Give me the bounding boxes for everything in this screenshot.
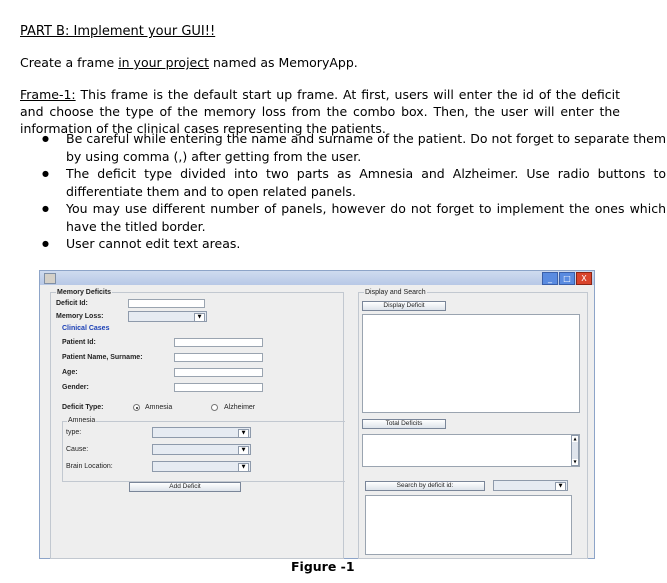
amnesia-radio[interactable]	[133, 404, 140, 411]
list-item: ● The deficit type divided into two parts as Amnesia and Alzheimer. Use radio buttons to differentiate them and to open related panels.	[66, 165, 666, 200]
display-deficit-button[interactable]: Display Deficit	[362, 301, 446, 311]
deficit-type-label: Deficit Type:	[62, 404, 104, 411]
scroll-up-icon[interactable]: ▲	[573, 436, 577, 441]
add-deficit-button[interactable]: Add Deficit	[129, 482, 241, 492]
memory-loss-label: Memory Loss:	[56, 313, 104, 320]
deficit-id-input[interactable]	[128, 299, 205, 308]
patient-name-input[interactable]	[174, 353, 263, 362]
deficit-id-label: Deficit Id:	[56, 300, 88, 307]
memoryapp-window	[39, 270, 595, 559]
patient-id-label: Patient Id:	[62, 339, 96, 346]
amnesia-panel-title: Amnesia	[68, 417, 96, 424]
frame1-label: Frame-1:	[20, 87, 76, 102]
search-result-area	[365, 495, 572, 555]
alzheimer-radio-label: Alzheimer	[224, 404, 256, 411]
chevron-down-icon: ▼	[238, 446, 249, 455]
gender-input[interactable]	[174, 383, 263, 392]
amnesia-radio-label: Amnesia	[145, 404, 173, 411]
display-text-area	[362, 314, 580, 413]
brain-location-combo[interactable]	[152, 461, 251, 472]
cause-combo[interactable]	[152, 444, 251, 455]
cause-label: Cause:	[66, 446, 89, 453]
list-item: ● You may use different number of panels, however do not forget to implement the ones which have the titled border.	[66, 200, 666, 235]
patient-id-input[interactable]	[174, 338, 263, 347]
search-by-id-button[interactable]: Search by deficit id:	[365, 481, 485, 491]
display-search-title: Display and Search	[365, 289, 426, 296]
chevron-down-icon: ▼	[238, 429, 249, 438]
total-scrollbar[interactable]	[571, 435, 579, 466]
chevron-down-icon: ▼	[194, 313, 205, 322]
age-label: Age:	[62, 369, 78, 376]
heading-text: PART B: Implement your GUI!!	[20, 24, 216, 39]
requirements-list	[20, 130, 666, 253]
chevron-down-icon: ▼	[555, 482, 566, 491]
memory-deficits-title: Memory Deficits	[57, 289, 112, 296]
java-app-icon	[44, 273, 56, 284]
gender-label: Gender:	[62, 384, 89, 391]
search-id-combo[interactable]	[493, 480, 568, 491]
close-button[interactable]: X	[576, 272, 592, 285]
frame1-text: This frame is the default start up frame. At first, users will enter the id of the deficit and choose the type of the memory loss from the combo box. Then, the user will enter the information of the clinical cases representing the patients.	[20, 87, 620, 136]
intro-after: named as MemoryApp.	[209, 55, 358, 70]
intro-link: in your project	[118, 55, 210, 70]
type-label: type:	[66, 429, 82, 436]
figure-caption: Figure -1	[291, 559, 355, 574]
brain-location-label: Brain Location:	[66, 463, 113, 470]
scroll-down-icon[interactable]: ▼	[573, 459, 577, 464]
intro-paragraph	[20, 54, 620, 71]
alzheimer-radio[interactable]	[211, 404, 218, 411]
page-heading	[20, 23, 620, 40]
intro-before: Create a frame	[20, 55, 119, 70]
title-bar[interactable]	[40, 271, 594, 285]
clinical-cases-title: Clinical Cases	[62, 325, 110, 332]
patient-name-label: Patient Name, Surname:	[62, 354, 143, 361]
chevron-down-icon: ▼	[238, 463, 249, 472]
minimize-button[interactable]: _	[542, 272, 558, 285]
type-combo[interactable]	[152, 427, 251, 438]
total-deficits-button[interactable]: Total Deficits	[362, 419, 446, 429]
list-item: ● Be careful while entering the name and surname of the patient. Do not forget to separate them by using comma (,) after getting from the user.	[66, 130, 666, 165]
total-text-area	[362, 434, 580, 467]
memory-loss-combo[interactable]	[128, 311, 207, 322]
maximize-button[interactable]: □	[559, 272, 575, 285]
age-input[interactable]	[174, 368, 263, 377]
list-item: ● User cannot edit text areas.	[66, 235, 666, 253]
